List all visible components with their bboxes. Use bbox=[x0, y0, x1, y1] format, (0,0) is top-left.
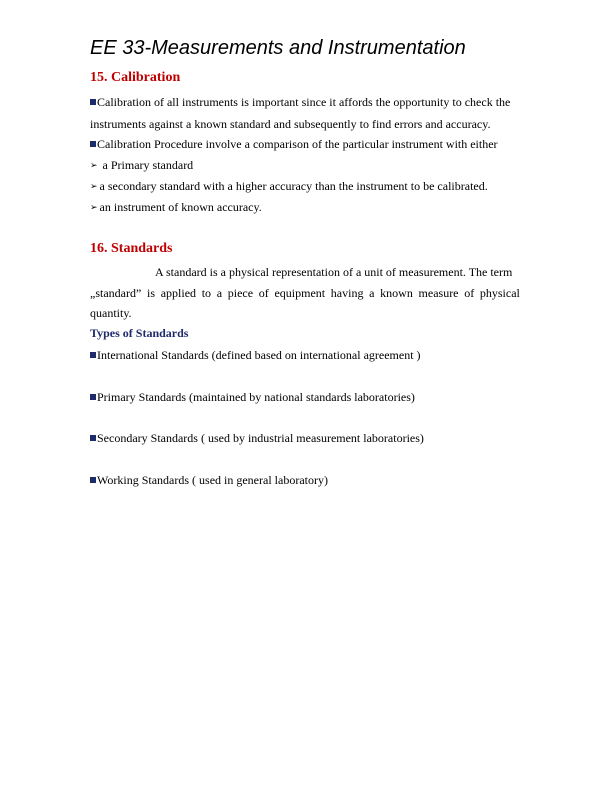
arrow-bullet-icon: ➢ bbox=[90, 182, 98, 192]
definition-word: known bbox=[380, 286, 413, 300]
definition-word: having bbox=[330, 286, 364, 300]
calibration-option-2 bbox=[90, 179, 488, 194]
square-bullet-icon bbox=[90, 352, 96, 358]
square-bullet-icon bbox=[90, 141, 96, 147]
standard-type-text: Primary Standards (maintained by national standards laboratories) bbox=[97, 390, 415, 404]
arrow-bullet-icon: ➢ bbox=[90, 161, 98, 171]
definition-word: physical bbox=[479, 286, 520, 300]
definition-word: of bbox=[258, 286, 269, 300]
arrow-bullet-icon: ➢ bbox=[90, 203, 98, 213]
calibration-option-3 bbox=[90, 200, 262, 215]
definition-word: equipment bbox=[274, 286, 326, 300]
definition-word: a bbox=[216, 286, 223, 300]
standards-definition-line-2 bbox=[90, 286, 520, 301]
calibration-option-1 bbox=[90, 158, 193, 173]
standard-type-secondary bbox=[90, 431, 424, 446]
calibration-procedure bbox=[90, 137, 498, 152]
document-title: EE 33-Measurements and Instrumentation bbox=[90, 37, 466, 59]
standards-definition-line-3: quantity. bbox=[90, 306, 132, 320]
standard-type-international bbox=[90, 348, 421, 363]
definition-word: to bbox=[201, 286, 212, 300]
standard-type-primary bbox=[90, 390, 415, 405]
option-text: a secondary standard with a higher accuracy than the instrument to be calibrated. bbox=[99, 179, 488, 193]
calibration-paragraph-line-2: instruments against a known standard and subsequently to find errors and accuracy. bbox=[90, 117, 491, 131]
square-bullet-icon bbox=[90, 477, 96, 483]
square-bullet-icon bbox=[90, 99, 96, 105]
option-text: an instrument of known accuracy. bbox=[99, 200, 262, 214]
calibration-heading: 15. Calibration bbox=[90, 70, 181, 85]
calibration-text: Calibration of all instruments is important since it affords the opportunity to check the bbox=[97, 95, 511, 109]
types-of-standards-heading: Types of Standards bbox=[90, 326, 189, 340]
square-bullet-icon bbox=[90, 394, 96, 400]
definition-word: measure bbox=[418, 286, 459, 300]
standards-heading: 16. Standards bbox=[90, 241, 173, 256]
square-bullet-icon bbox=[90, 435, 96, 441]
standard-type-text: Working Standards ( used in general laboratory) bbox=[97, 473, 328, 487]
option-text: a Primary standard bbox=[102, 158, 194, 172]
calibration-paragraph-line-1 bbox=[90, 95, 520, 110]
definition-word: of bbox=[464, 286, 475, 300]
definition-word: „standard” bbox=[90, 286, 142, 300]
standard-type-text: International Standards (defined based on international agreement ) bbox=[97, 348, 421, 362]
standards-definition-line-1: A standard is a physical representation of a unit of measurement. The term bbox=[155, 265, 513, 279]
standard-type-text: Secondary Standards ( used by industrial measurement laboratories) bbox=[97, 431, 424, 445]
definition-word: applied bbox=[160, 286, 197, 300]
calibration-procedure-text: Calibration Procedure involve a comparison of the particular instrument with either bbox=[97, 137, 498, 151]
calibration-paragraph-text-1 bbox=[90, 95, 510, 110]
definition-word: a bbox=[369, 286, 375, 300]
standard-type-working bbox=[90, 473, 328, 488]
definition-word: piece bbox=[227, 286, 254, 300]
definition-word: is bbox=[147, 286, 156, 300]
